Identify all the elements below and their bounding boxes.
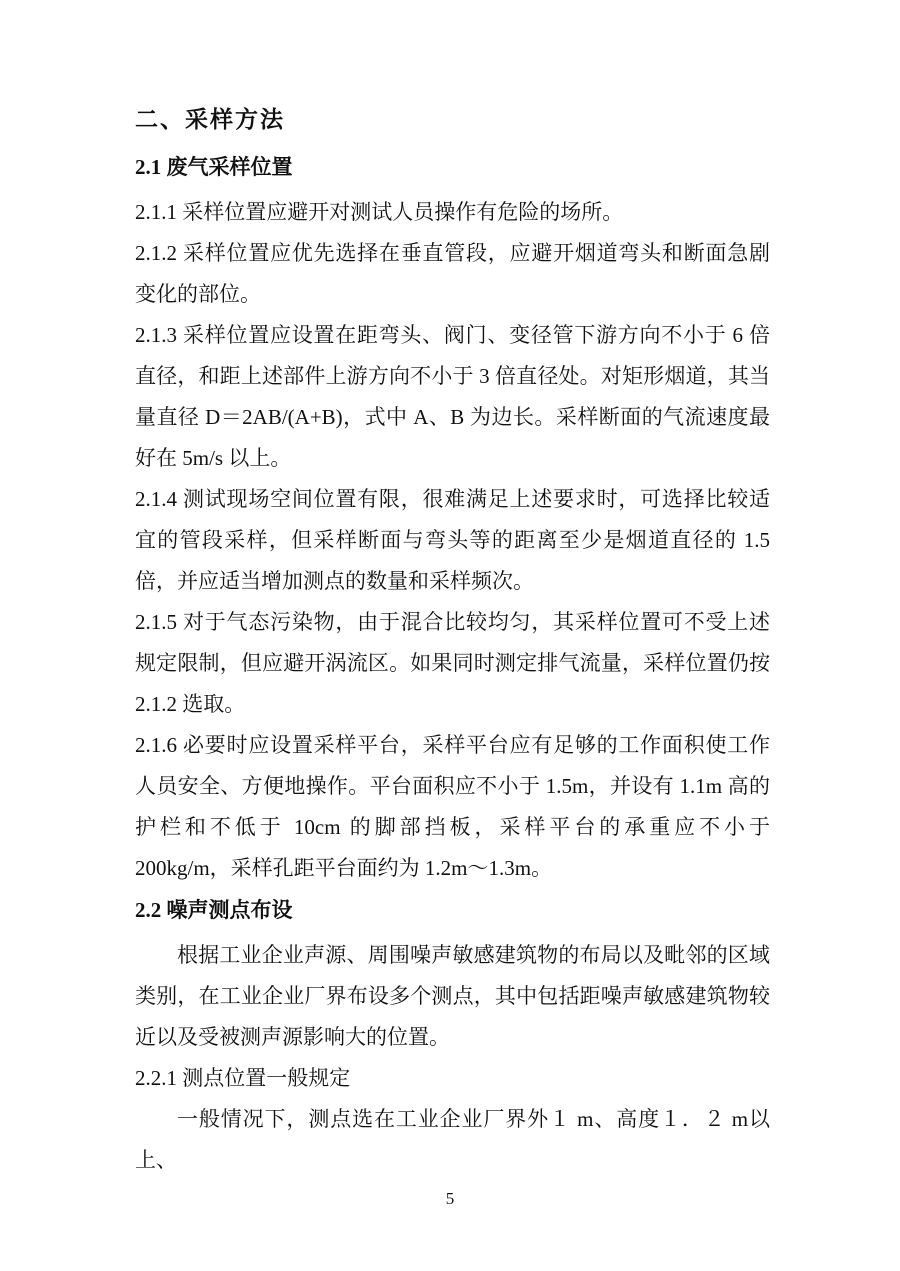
section-heading-2-1: 2.1 废气采样位置 <box>135 155 293 179</box>
section-heading-2-2: 2.2 噪声测点布设 <box>135 898 293 922</box>
page-number: 5 <box>445 1189 455 1208</box>
paragraph-2-2-intro: 根据工业企业声源、周围噪声敏感建筑物的布局以及毗邻的区域类别，在工业企业厂界布设多个测点，其中包括距噪声敏感建筑物较近以及受被测声源影响大的位置。 <box>135 943 770 1049</box>
paragraph-2-2-1-heading: 2.2.1 测点位置一般规定 <box>135 1066 351 1090</box>
paragraph-2-1-1: 2.1.1 采样位置应避开对测试人员操作有危险的场所。 <box>135 200 624 224</box>
paragraph-2-1-6: 2.1.6 必要时应设置采样平台，采样平台应有足够的工作面积使工作人员安全、方便地操作。平台面积应不小于 1.5m，并设有 1.1m 高的护栏和不低于 10cm 的脚部挡板，采样平台的承重应不小于 200kg/m，采样孔距平台面约为 1.2m～1.3m。 <box>135 733 770 880</box>
paragraph-2-1-2: 2.1.2 采样位置应优先选择在垂直管段，应避开烟道弯头和断面急剧变化的部位。 <box>135 241 770 306</box>
paragraph-2-2-1-body: 一般情况下，测点选在工业企业厂界外１ m、高度１．２ m以上、 <box>135 1107 770 1172</box>
paragraph-2-1-3: 2.1.3 采样位置应设置在距弯头、阀门、变径管下游方向不小于 6 倍直径，和距上述部件上游方向不小于 3 倍直径处。对矩形烟道，其当量直径 D＝2AB/(A+B)，式中 A、B 为边长。采样断面的气流速度最好在 5m/s 以上。 <box>135 323 770 470</box>
paragraph-2-1-5: 2.1.5 对于气态污染物，由于混合比较均匀，其采样位置可不受上述规定限制，但应避开涡流区。如果同时测定排气流量，采样位置仍按 2.1.2 选取。 <box>135 610 770 716</box>
document-title: 二、采样方法 <box>135 107 285 132</box>
paragraph-2-1-4: 2.1.4 测试现场空间位置有限，很难满足上述要求时，可选择比较适宜的管段采样，但采样断面与弯头等的距离至少是烟道直径的 1.5 倍，并应适当增加测点的数量和采样频次。 <box>135 487 770 593</box>
